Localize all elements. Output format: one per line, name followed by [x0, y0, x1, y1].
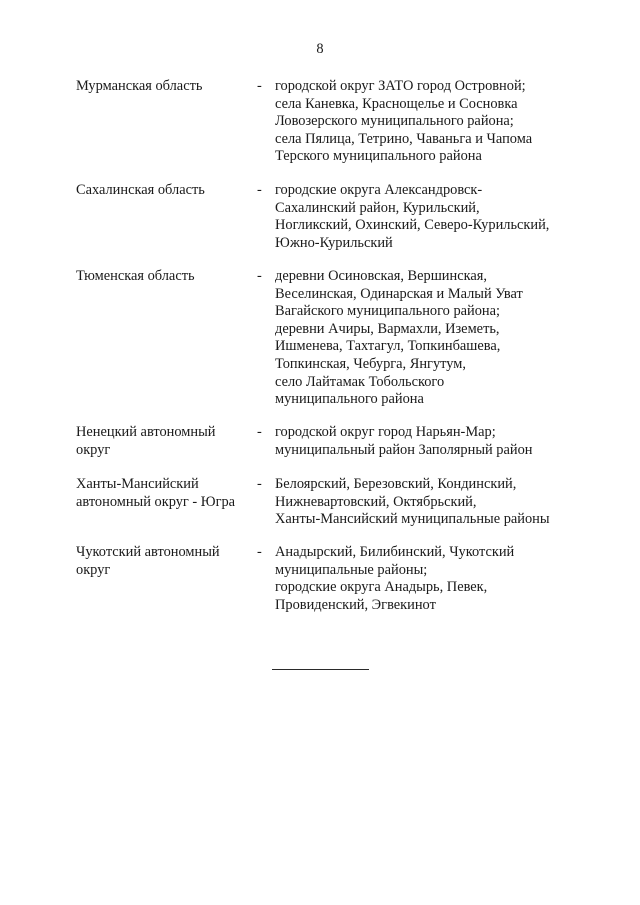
municipalities-list	[275, 476, 615, 529]
municipality-line: Вагайского муниципального района;	[275, 303, 501, 320]
municipality-line: городские округа Александровск-	[275, 182, 483, 198]
municipality-line: городские округа Анадырь, Певек,	[275, 579, 488, 596]
municipality-line: деревни Ачиры, Вармахли, Иземеть,	[275, 320, 500, 337]
municipality-line: Веселинская, Одинарская и Малый Уват	[275, 285, 523, 302]
region-name: Ханты-Мансийский автономный округ - Югра	[76, 476, 236, 510]
municipality-line: Ногликский, Охинский, Северо-Курильский,	[275, 217, 550, 234]
dash-separator: -	[257, 424, 262, 440]
municipality-line: муниципальный район Заполярный район	[275, 441, 533, 458]
municipality-line: Анадырский, Билибинский, Чукотский	[275, 544, 515, 560]
municipalities-list	[275, 268, 615, 409]
region-name: Мурманская область	[76, 78, 203, 94]
dash-separator: -	[257, 544, 262, 560]
municipality-line: Провиденский, Эгвекинот	[275, 596, 436, 613]
region-name: Ненецкий автономный округ	[76, 424, 216, 458]
municipality-line: муниципального района	[275, 391, 424, 408]
region-name: Сахалинская область	[76, 182, 205, 198]
municipality-line: села Каневка, Краснощелье и Сосновка	[275, 95, 518, 112]
municipalities-list	[275, 544, 615, 614]
municipality-line: муниципальные районы;	[275, 561, 428, 578]
municipalities-list	[275, 424, 615, 459]
dash-separator: -	[257, 268, 262, 284]
municipality-line: городской округ город Нарьян-Мар;	[275, 424, 496, 440]
municipalities-list	[275, 182, 615, 252]
municipality-line: деревни Осиновская, Вершинская,	[275, 268, 487, 284]
municipality-line: Топкинская, Чебурга, Янгутум,	[275, 355, 466, 372]
page-number: 8	[316, 41, 324, 57]
region-name: Тюменская область	[76, 268, 195, 284]
municipalities-list	[275, 78, 615, 166]
end-of-document-rule	[272, 669, 369, 670]
municipality-line: городской округ ЗАТО город Островной;	[275, 78, 526, 94]
dash-separator: -	[257, 182, 262, 198]
dash-separator: -	[257, 78, 262, 94]
dash-separator: -	[257, 476, 262, 492]
municipality-line: Белоярский, Березовский, Кондинский,	[275, 476, 517, 492]
municipality-line: Сахалинский район, Курильский,	[275, 199, 480, 216]
municipality-line: Ишменева, Тахтагул, Топкинбашева,	[275, 338, 501, 355]
municipality-line: Нижневартовский, Октябрьский,	[275, 493, 477, 510]
municipality-line: село Лайтамак Тобольского	[275, 373, 445, 390]
region-name: Чукотский автономный округ	[76, 544, 220, 578]
municipality-line: Ловозерского муниципального района;	[275, 113, 514, 130]
municipality-line: Южно-Курильский	[275, 234, 393, 251]
municipality-line: Терского муниципального района	[275, 148, 482, 165]
municipality-line: Ханты-Мансийский муниципальные районы	[275, 511, 550, 528]
municipality-line: села Пялица, Тетрино, Чаваньга и Чапома	[275, 130, 533, 147]
